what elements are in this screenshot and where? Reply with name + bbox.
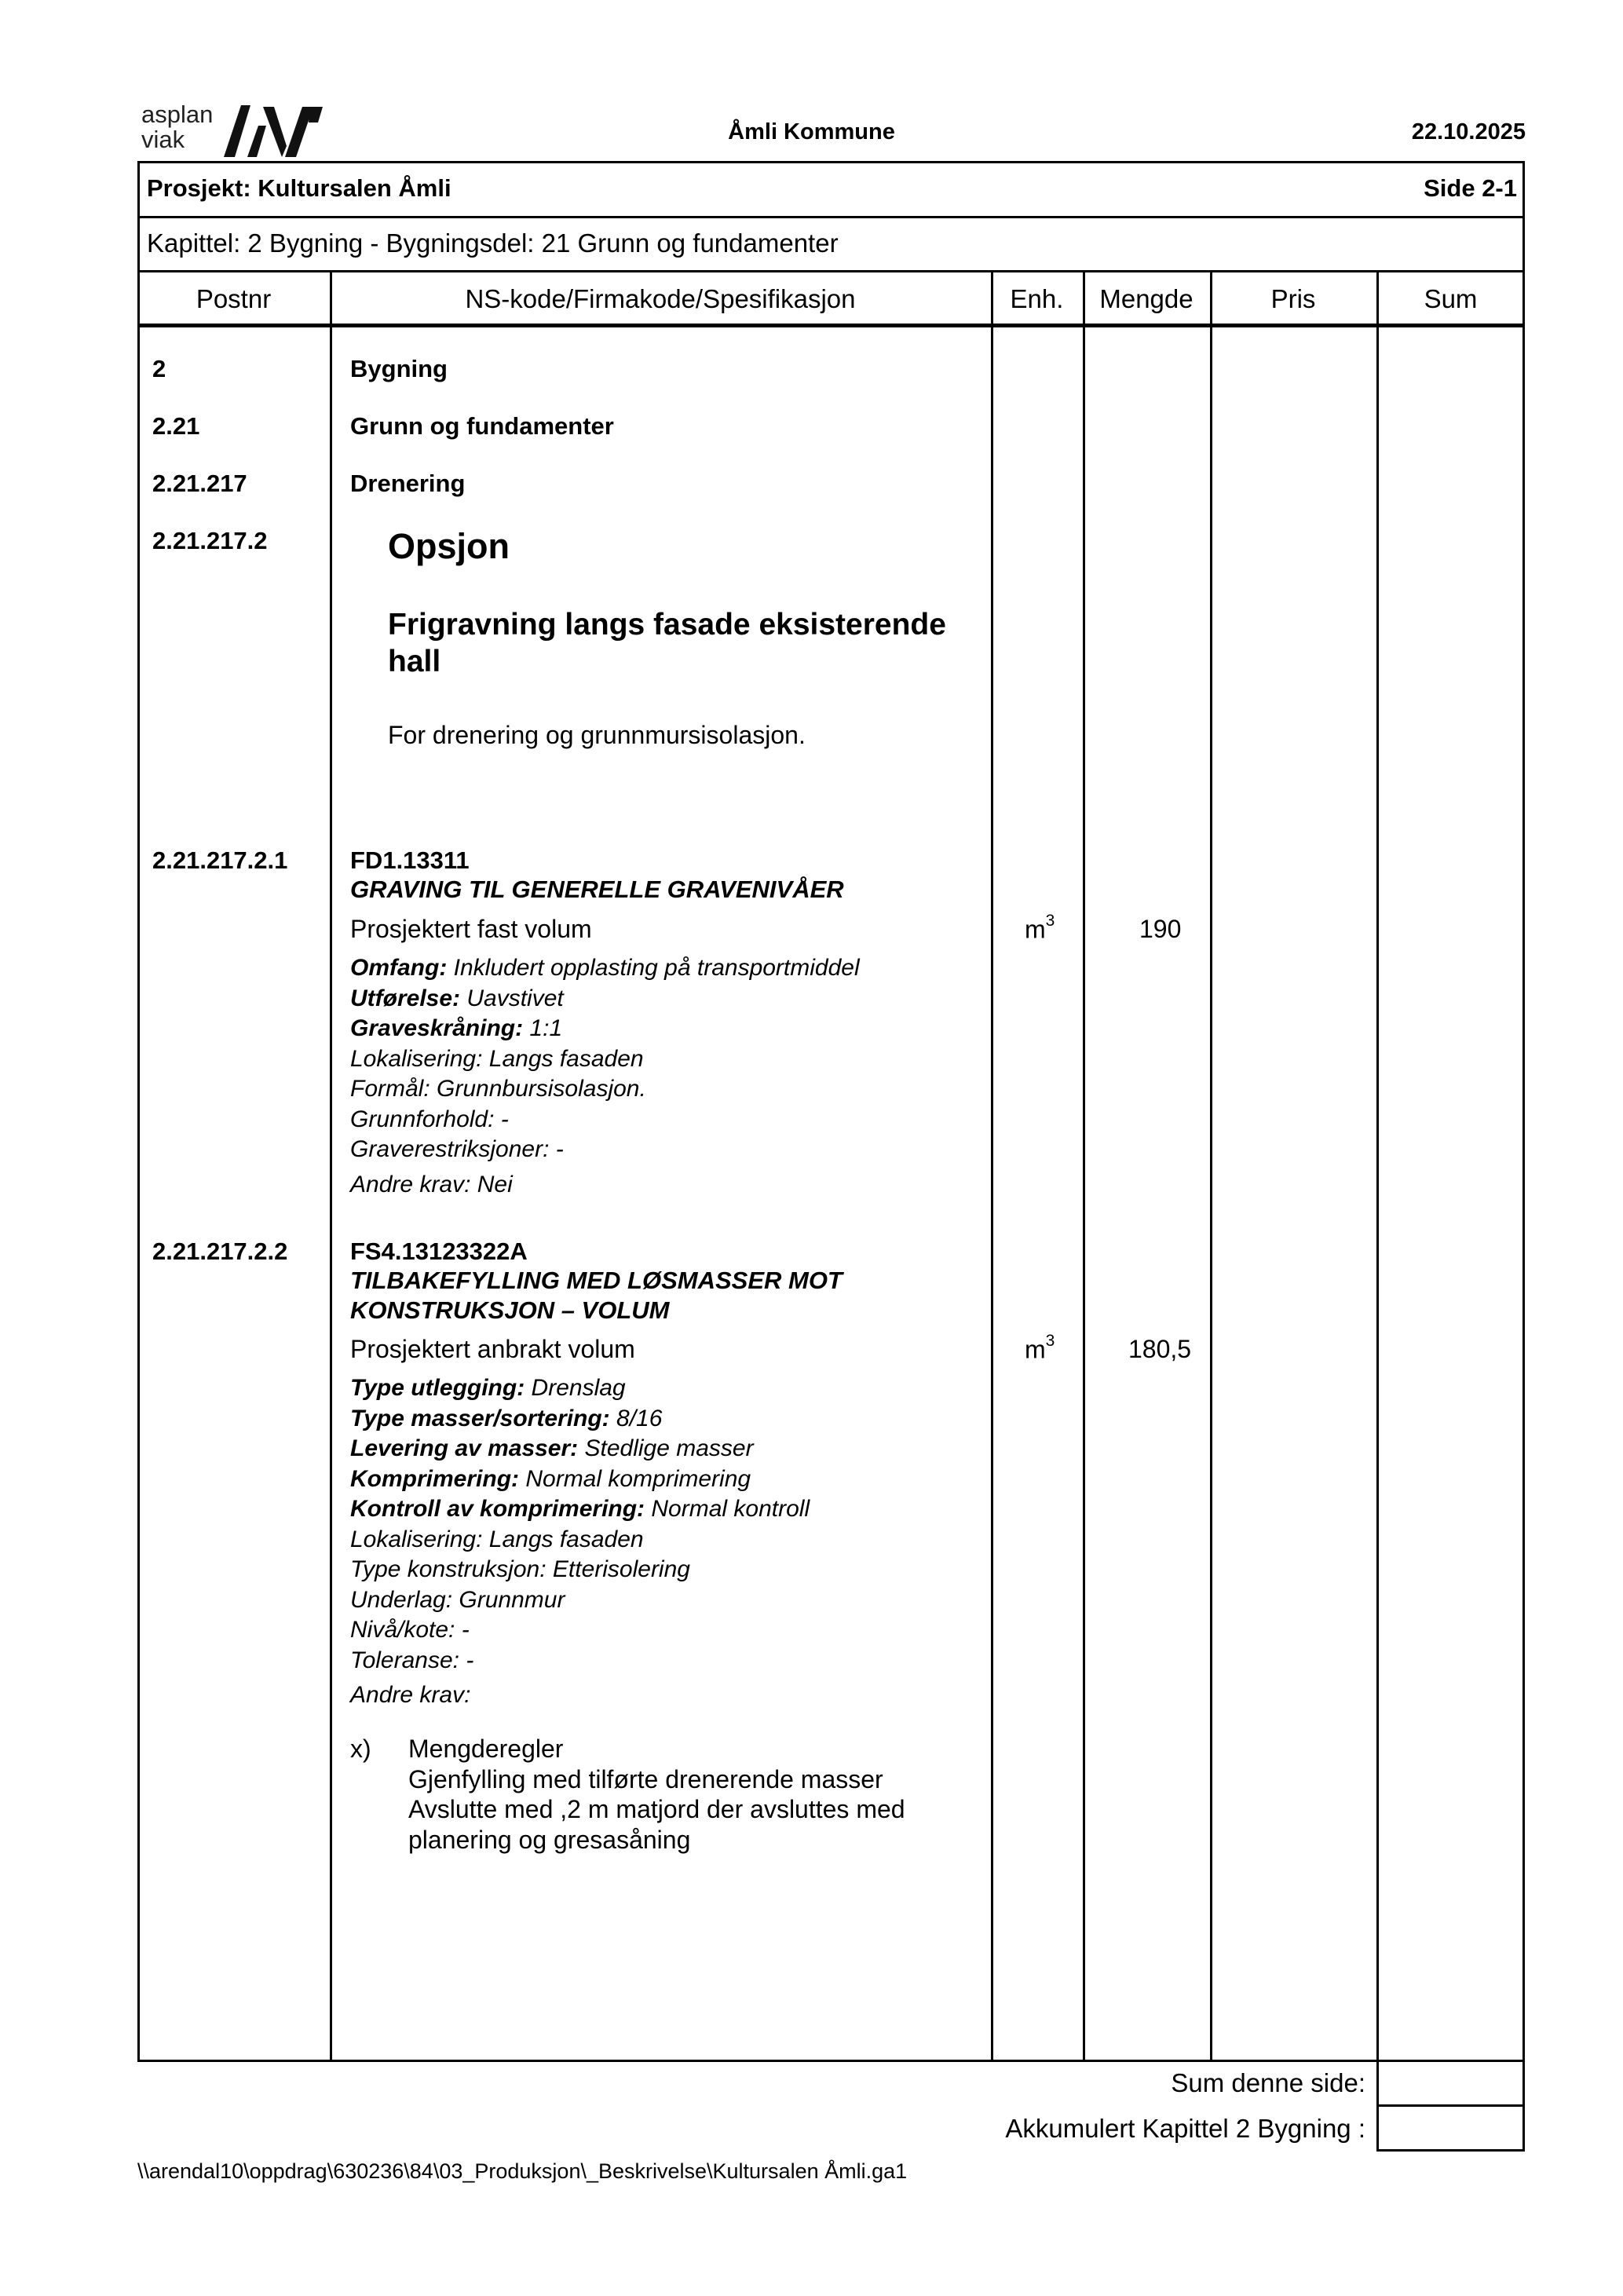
col-divider-5 <box>1376 270 1379 2062</box>
postnr-2: 2 <box>152 355 166 382</box>
item-2-detail: Type masser/sortering: 8/16 <box>350 1405 663 1431</box>
postnr-item-1: 2.21.217.2.1 <box>152 846 288 874</box>
item-2-other-requirements: Andre krav: <box>350 1682 471 1708</box>
project-title: Prosjekt: Kultursalen Åmli <box>147 174 451 202</box>
option-subheading <box>388 606 946 680</box>
file-path: \\arendal10\oppdrag\630236\84\03_Produksjon\_Beskrivelse\Kultursalen Åmli.ga1 <box>137 2159 908 2183</box>
item-2-title-line-1: TILBAKEFYLLING MED LØSMASSER MOT <box>350 1267 843 1294</box>
col-quantity: Mengde <box>1099 284 1193 313</box>
item-1-unit <box>1025 912 1055 945</box>
item-1-title: GRAVING TIL GENERELLE GRAVENIVÅER <box>350 876 844 903</box>
item-1-detail: Utførelse: Uavstivet <box>350 985 564 1011</box>
section-title-grunn: Grunn og fundamenter <box>350 412 614 440</box>
item-2-detail: Kontroll av komprimering: Normal kontroll <box>350 1496 810 1522</box>
item-2-unit-base: m <box>1025 1335 1046 1364</box>
item-2-unit <box>1025 1332 1055 1365</box>
option-subheading-line-1: Frigravning langs fasade eksisterende <box>388 608 946 642</box>
item-1-unit-base: m <box>1025 915 1046 944</box>
item-1-unit-exponent: 3 <box>1045 912 1055 930</box>
item-2-detail: Levering av masser: Stedlige masser <box>350 1435 754 1461</box>
header-divider-2 <box>137 270 1525 272</box>
quantity-rule-line: Avslutte med ,2 m matjord der avsluttes med <box>408 1795 905 1823</box>
client-name: Åmli Kommune <box>728 119 895 144</box>
column-header-divider <box>137 324 1525 326</box>
quantity-rule-marker: x) <box>350 1735 371 1763</box>
document-date: 22.10.2025 <box>1411 119 1526 144</box>
item-1-details <box>350 953 860 1165</box>
postnr-2-21: 2.21 <box>152 412 200 440</box>
item-2-details <box>350 1373 810 1676</box>
item-1-detail: Formål: Grunnbursisolasjon. <box>350 1076 646 1102</box>
col-divider-2 <box>991 270 993 2062</box>
header-divider-1 <box>137 216 1525 218</box>
item-2-detail: Komprimering: Normal komprimering <box>350 1465 751 1492</box>
col-divider-3 <box>1083 270 1085 2062</box>
quantity-rule-line: planering og gresasåning <box>408 1825 691 1854</box>
item-2-title-line-2: KONSTRUKSJON – VOLUM <box>350 1296 670 1324</box>
sum-page-box <box>1376 2060 1525 2107</box>
quantity-rules <box>408 1734 905 1855</box>
option-note: For drenering og grunnmursisolasjon. <box>388 721 806 749</box>
item-1-detail: Graverestriksjoner: - <box>350 1136 564 1162</box>
item-1-detail: Lokalisering: Langs fasaden <box>350 1045 644 1072</box>
item-1-detail: Omfang: Inkludert opplasting på transportmiddel <box>350 955 860 981</box>
item-1-detail: Grunnforhold: - <box>350 1106 509 1132</box>
item-2-detail: Type konstruksjon: Etterisolering <box>350 1556 690 1582</box>
option-heading: Opsjon <box>388 526 510 566</box>
logo-line-1: asplan <box>141 101 214 128</box>
postnr-2-21-217-2: 2.21.217.2 <box>152 527 268 554</box>
item-2-detail: Type utlegging: Drenslag <box>350 1375 626 1401</box>
item-2-title <box>350 1266 843 1325</box>
section-title-bygning: Bygning <box>350 355 448 382</box>
chapter-title: Kapittel: 2 Bygning - Bygningsdel: 21 Grunn og fundamenter <box>147 229 839 258</box>
item-1-code: FD1.13311 <box>350 846 470 874</box>
item-2-detail: Underlag: Grunnmur <box>350 1586 565 1613</box>
item-2-unit-exponent: 3 <box>1045 1332 1055 1350</box>
option-subheading-line-2: hall <box>388 645 441 678</box>
postnr-item-2: 2.21.217.2.2 <box>152 1238 288 1265</box>
quantity-rule-line: Mengderegler <box>408 1735 564 1763</box>
item-2-detail: Lokalisering: Langs fasaden <box>350 1526 644 1552</box>
sum-page-label: Sum denne side: <box>1171 2068 1365 2097</box>
item-1-description: Prosjektert fast volum <box>350 915 592 943</box>
item-1-other-requirements: Andre krav: Nei <box>350 1172 513 1197</box>
col-divider-4 <box>1210 270 1212 2062</box>
item-2-code: FS4.13123322A <box>350 1238 528 1265</box>
item-2-description: Prosjektert anbrakt volum <box>350 1335 635 1363</box>
item-1-detail: Graveskråning: 1:1 <box>350 1015 563 1041</box>
col-spec: NS-kode/Firmakode/Spesifikasjon <box>465 284 856 313</box>
item-1-quantity: 190 <box>1139 915 1182 943</box>
logo-line-2: viak <box>141 126 185 153</box>
item-2-quantity: 180,5 <box>1128 1335 1192 1363</box>
postnr-2-21-217: 2.21.217 <box>152 470 247 497</box>
accumulated-box <box>1376 2104 1525 2152</box>
item-2-detail: Nivå/kote: - <box>350 1617 470 1643</box>
page-number: Side 2-1 <box>1424 174 1517 202</box>
section-title-drenering: Drenering <box>350 470 466 497</box>
col-unit: Enh. <box>1010 284 1064 313</box>
col-price: Pris <box>1270 284 1316 313</box>
col-sum: Sum <box>1424 284 1478 313</box>
quantity-rule-line: Gjenfylling med tilførte drenerende masser <box>408 1764 883 1793</box>
col-postnr: Postnr <box>196 284 272 313</box>
accumulated-label: Akkumulert Kapittel 2 Bygning : <box>1005 2114 1365 2143</box>
col-divider-1 <box>330 270 332 2062</box>
item-2-detail: Toleranse: - <box>350 1647 474 1673</box>
